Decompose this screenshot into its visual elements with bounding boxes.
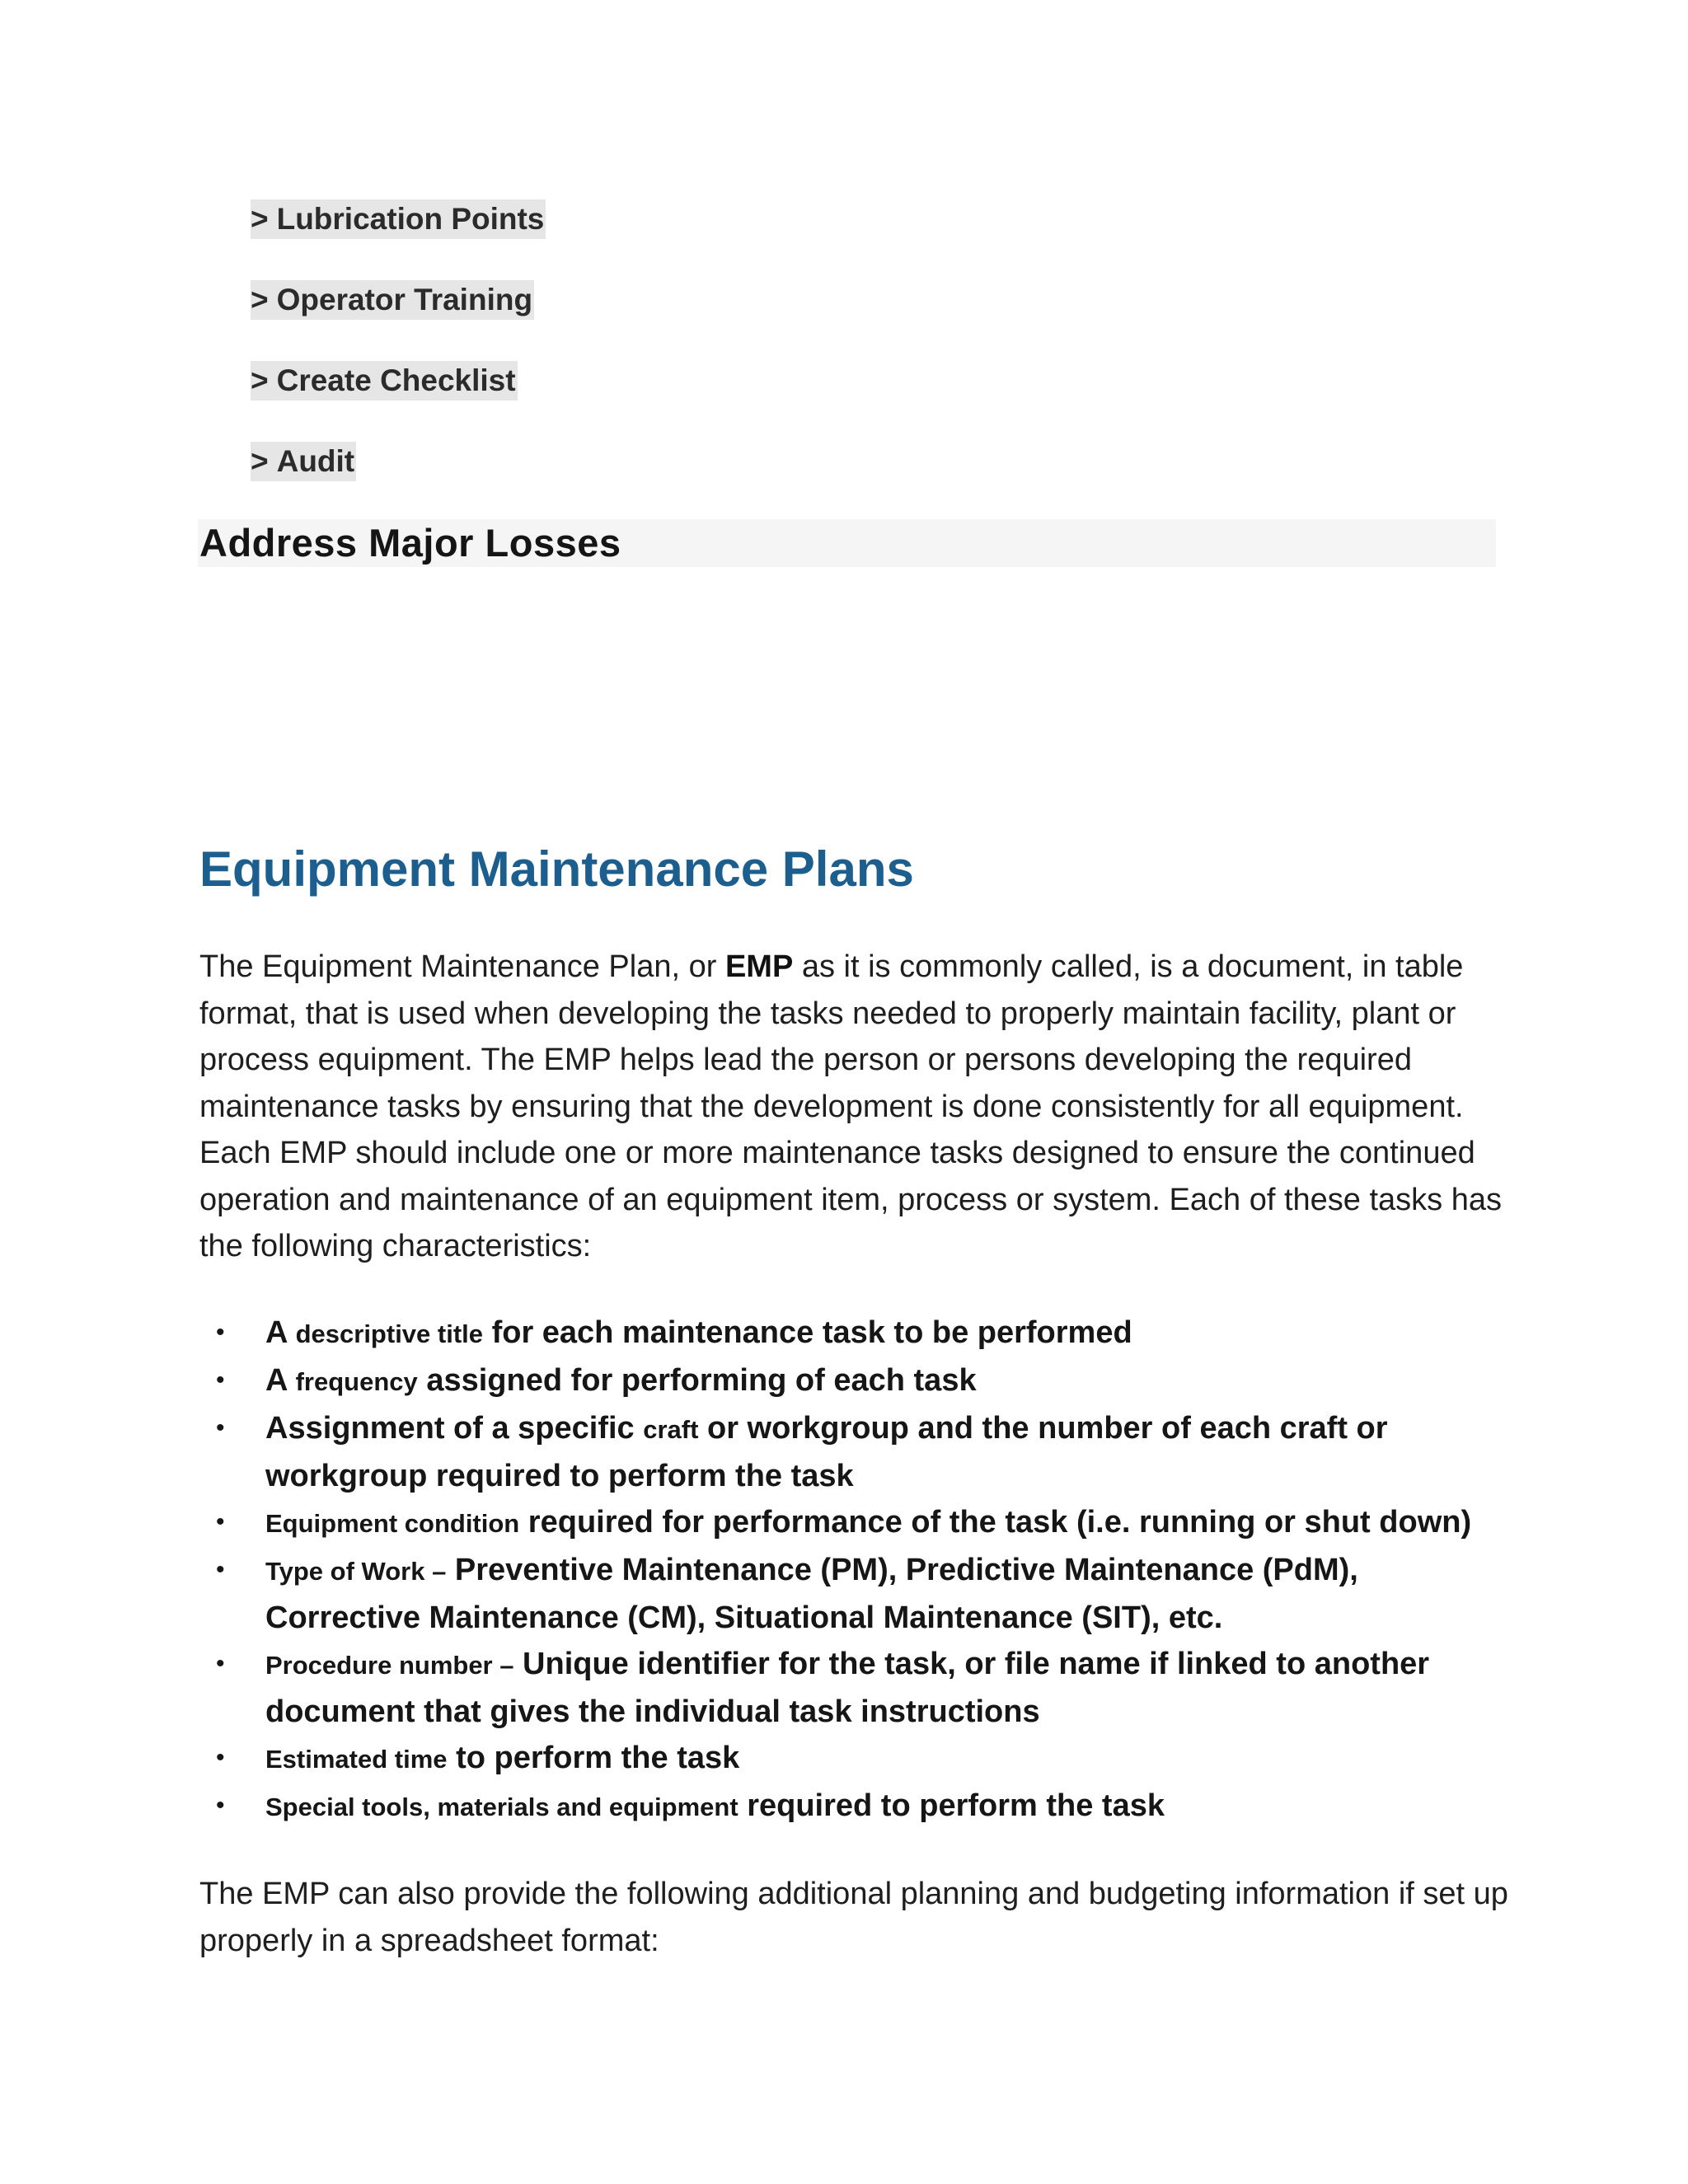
link-audit[interactable]: [251, 442, 356, 481]
bullet-text: to perform the task: [447, 1741, 740, 1775]
bullet-icon: •: [216, 1650, 225, 1677]
bullet-text: A: [265, 1315, 296, 1350]
bullet-text: required to perform the task: [738, 1788, 1165, 1823]
link-label: Lubrication Points: [276, 202, 545, 236]
bullet-icon: •: [216, 1414, 225, 1441]
page-title: Equipment Maintenance Plans: [199, 841, 914, 897]
bullet-term: Estimated time: [265, 1745, 448, 1774]
section-title: Address Major Losses: [199, 521, 621, 565]
list-item: [199, 1641, 1510, 1735]
list-item: [199, 1499, 1510, 1547]
bullet-icon: •: [216, 1508, 225, 1535]
bullet-icon: •: [216, 1319, 225, 1346]
intro-emphasis: EMP: [724, 949, 794, 984]
bullet-text: Unique identifier for the task, or file name if linked to another document that gives the individual task instructions: [265, 1647, 1430, 1729]
intro-text-rest: as it is commonly called, is a document, in table format, that is used when developing the tasks needed to properly maintain facility, plant or process equipment. The EMP helps lead the person or persons developing the required maintenance tasks by ensuring that the development is done consistently for all equipment. Each EMP should include one or more maintenance tasks designed to ensure the continued operation and maintenance of an equipment item, process or system. Each of these tasks has the following characteristics:: [199, 949, 1502, 1263]
list-item: [199, 1357, 1510, 1405]
intro-paragraph: [199, 944, 1510, 1270]
link-lubrication-points[interactable]: [251, 199, 546, 239]
list-item: [199, 1310, 1510, 1357]
chevron-right-icon: >: [251, 202, 269, 236]
link-label: Create Checklist: [276, 363, 516, 397]
bullet-text: required for performance of the task (i.e. running or shut down): [519, 1505, 1472, 1540]
bullet-text: or workgroup and the number of each craft or workgroup required to perform the task: [265, 1411, 1388, 1493]
link-operator-training[interactable]: [251, 280, 534, 320]
bullet-text: for each maintenance task to be performed: [483, 1315, 1132, 1350]
bullet-text: assigned for performing of each task: [417, 1363, 977, 1398]
chevron-right-icon: >: [251, 283, 269, 316]
link-create-checklist[interactable]: [251, 361, 518, 401]
bullet-text: Assignment of a specific: [265, 1411, 644, 1446]
link-label: Operator Training: [276, 283, 533, 316]
bullet-term: Special tools, materials and equipment: [265, 1793, 738, 1821]
bullet-text: Preventive Maintenance (PM), Predictive Maintenance (PdM), Corrective Maintenance (CM), Situational Maintenance (SIT), etc.: [265, 1553, 1358, 1635]
list-item: [199, 1547, 1510, 1641]
closing-paragraph: The EMP can also provide the following additional planning and budgeting information if set up properly in a spreadsheet format:: [199, 1877, 1508, 1958]
bullet-term: craft: [643, 1415, 699, 1444]
bullet-icon: •: [216, 1366, 225, 1394]
bullet-term: Type of Work –: [265, 1557, 447, 1586]
list-item: [199, 1405, 1510, 1499]
bullet-icon: •: [216, 1744, 225, 1771]
bullet-text: A: [265, 1363, 296, 1398]
intro-text-start: The Equipment Maintenance Plan, or: [199, 949, 725, 984]
bullet-term: Equipment condition: [265, 1509, 520, 1538]
chevron-right-icon: >: [251, 444, 269, 478]
chevron-right-icon: >: [251, 363, 269, 397]
bullet-term: Procedure number –: [265, 1651, 514, 1680]
bullet-icon: •: [216, 1556, 225, 1583]
list-item: [199, 1783, 1510, 1830]
list-item: [199, 1735, 1510, 1783]
bullet-term: descriptive title: [295, 1319, 484, 1348]
link-label: Audit: [276, 444, 355, 478]
characteristics-list: [199, 1310, 1510, 1830]
bullet-term: frequency: [295, 1367, 418, 1396]
bullet-icon: •: [216, 1792, 225, 1819]
